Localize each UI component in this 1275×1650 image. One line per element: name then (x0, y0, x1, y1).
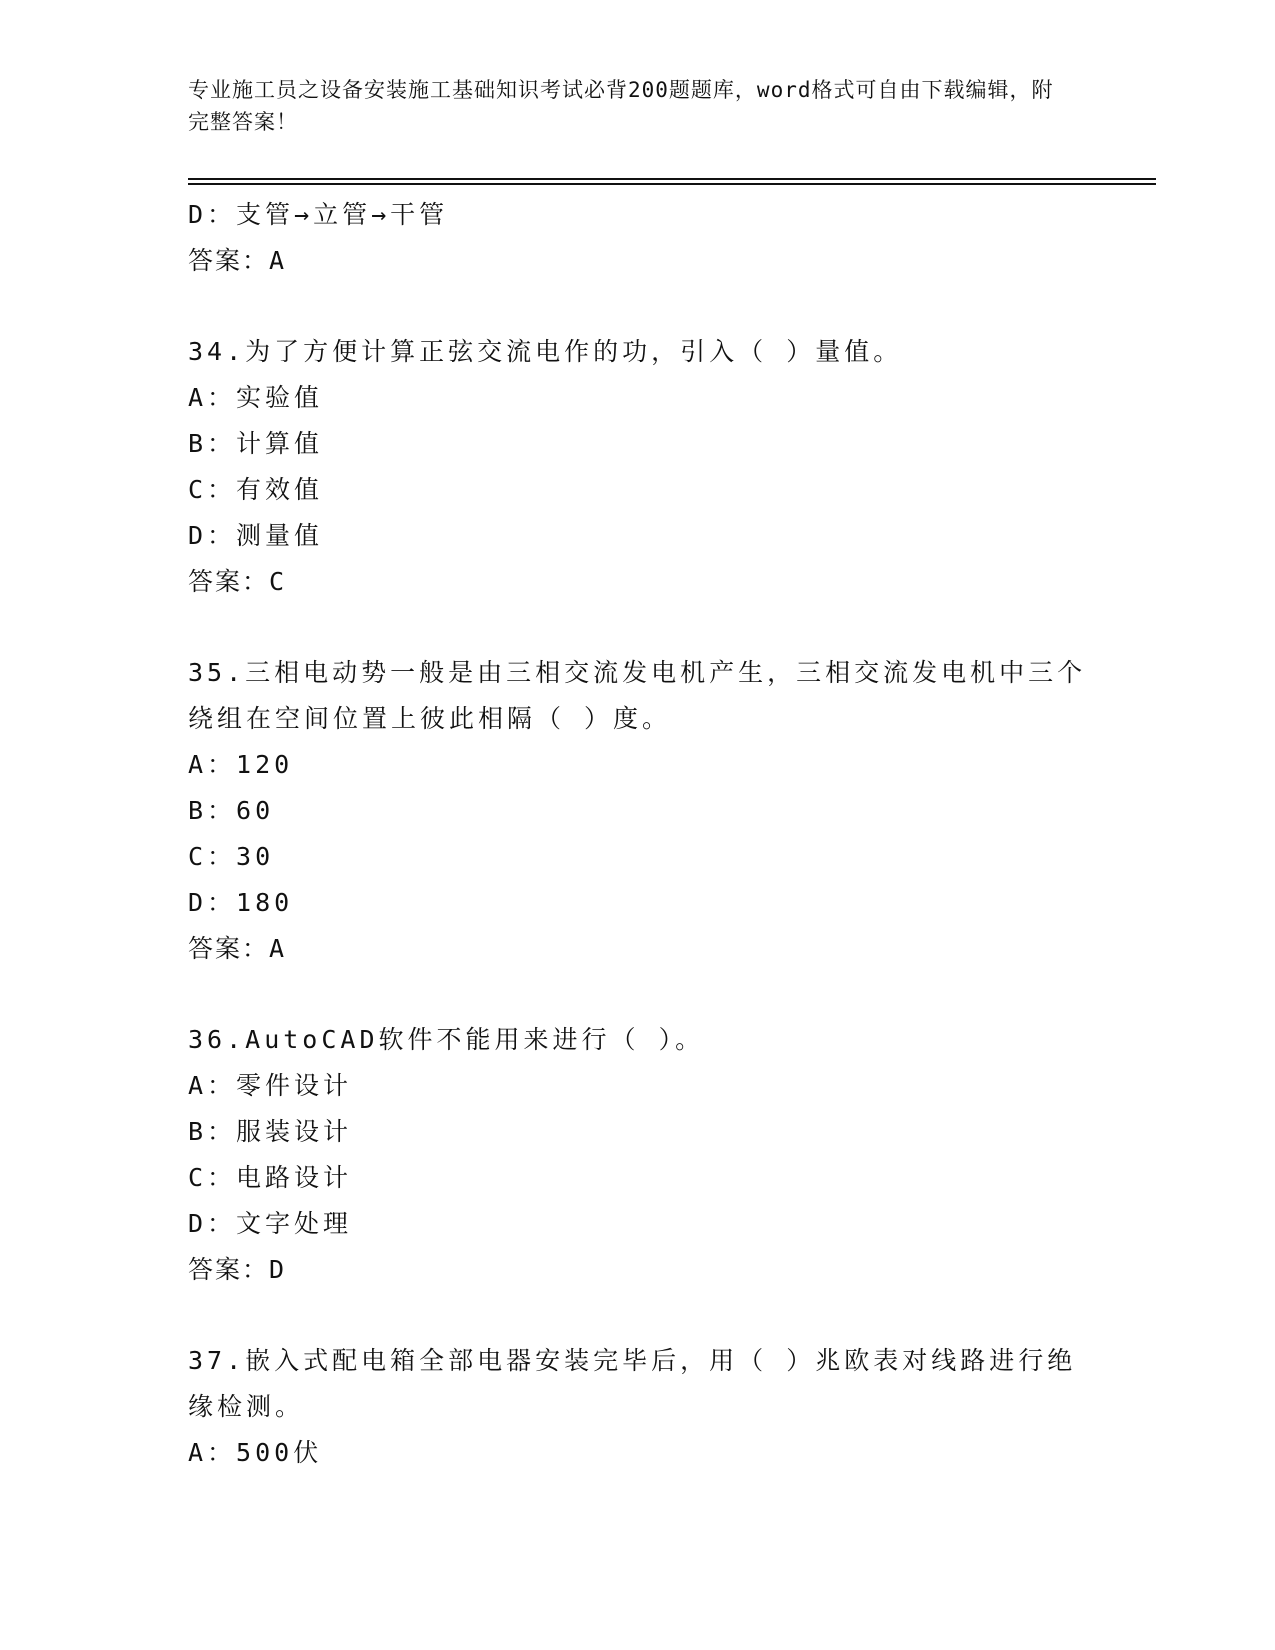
document-body (188, 192, 1088, 1476)
q37-option-a: A：500伏 (188, 1438, 323, 1467)
q35-option-c: C：30 (188, 842, 275, 871)
q36-option-a: A：零件设计 (188, 1071, 353, 1100)
q33-option-d: D：支管→立管→干管 (188, 200, 449, 229)
q35-option-b: B：60 (188, 796, 275, 825)
q34-option-a: A：实验值 (188, 383, 324, 412)
q37-question: 37.嵌入式配电箱全部电器安装完毕后，用（ ）兆欧表对线路进行绝缘检测。 (188, 1346, 1077, 1421)
q36-option-b: B：服装设计 (188, 1117, 353, 1146)
q36-option-d: D：文字处理 (188, 1209, 353, 1238)
q34-option-b: B：计算值 (188, 429, 324, 458)
q36-answer: 答案：D (188, 1255, 287, 1284)
q36-option-c: C：电路设计 (188, 1163, 353, 1192)
q35-option-a: A：120 (188, 750, 294, 779)
header-divider-bottom (188, 183, 1156, 185)
header-divider-top (188, 178, 1156, 180)
q36-question: 36.AutoCAD软件不能用来进行（ ）。 (188, 1025, 705, 1054)
q35-question: 35.三相电动势一般是由三相交流发电机产生，三相交流发电机中三个绕组在空间位置上彼此相隔（ ）度。 (188, 658, 1087, 733)
document-header: 专业施工员之设备安装施工基础知识考试必背200题题库，word格式可自由下载编辑，附完整答案！ (188, 78, 1054, 134)
q34-option-c: C：有效值 (188, 475, 324, 504)
q34-option-d: D：测量值 (188, 521, 324, 550)
q35-answer: 答案：A (188, 934, 287, 963)
q34-answer: 答案：C (188, 567, 287, 596)
q33-answer: 答案：A (188, 246, 287, 275)
q35-option-d: D：180 (188, 888, 294, 917)
q34-question: 34.为了方便计算正弦交流电作的功，引入（ ）量值。 (188, 337, 903, 366)
